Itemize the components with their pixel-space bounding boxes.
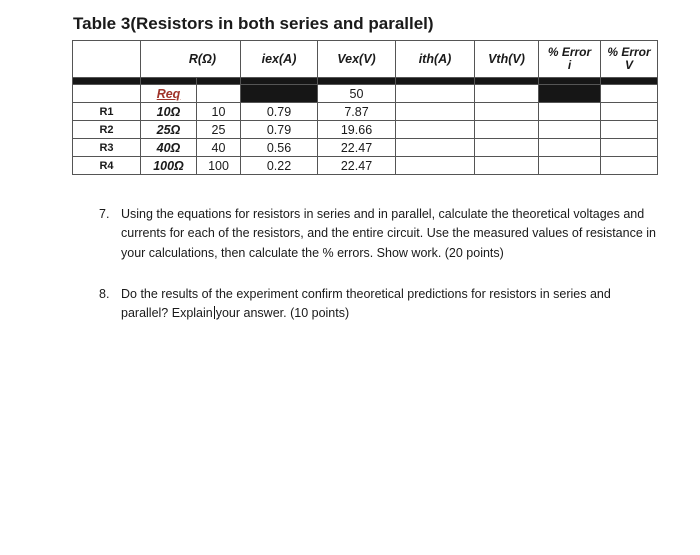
table-row [73, 139, 658, 157]
header-error-v-top: % Error [607, 45, 651, 59]
req-vex: 50 [318, 85, 396, 103]
measured-resistance: 100 [197, 157, 241, 175]
header-vex: Vex(V) [318, 41, 396, 78]
iex-value: 0.56 [241, 139, 318, 157]
nominal-resistance: 10Ω [141, 103, 197, 121]
table-row [73, 157, 658, 175]
header-error-i-top: % Error [547, 45, 592, 59]
header-blank [73, 41, 141, 78]
measured-resistance: 25 [197, 121, 241, 139]
req-error-i-blackout [539, 85, 601, 103]
nominal-resistance: 100Ω [141, 157, 197, 175]
row-label: R1 [73, 103, 141, 121]
req-row-blank [73, 85, 141, 103]
table-header-row [73, 41, 658, 78]
row-label: R2 [73, 121, 141, 139]
req-iex-blackout [241, 85, 318, 103]
nominal-resistance: 40Ω [141, 139, 197, 157]
nominal-resistance: 25Ω [141, 121, 197, 139]
vex-value: 22.47 [318, 139, 396, 157]
measured-resistance: 40 [197, 139, 241, 157]
header-error-i [539, 41, 601, 78]
header-iex: iex(A) [241, 41, 318, 78]
separator-row [73, 78, 658, 85]
question-text-part: your answer. (10 points) [215, 306, 350, 321]
header-vth: Vth(V) [475, 41, 539, 78]
row-label: R3 [73, 139, 141, 157]
vex-value: 22.47 [318, 157, 396, 175]
row-label: R4 [73, 157, 141, 175]
iex-value: 0.79 [241, 121, 318, 139]
req-label: Req [141, 85, 197, 103]
question-text [121, 285, 661, 324]
resistor-table [72, 40, 658, 175]
table-title: Table 3(Resistors in both series and parallel) [73, 14, 434, 33]
header-ith: ith(A) [396, 41, 475, 78]
header-error-v [601, 41, 658, 78]
header-error-v-bottom: V [624, 58, 633, 72]
table-row [73, 121, 658, 139]
question-number: 8. [99, 287, 110, 301]
header-error-i-bottom: i [567, 58, 572, 72]
table-row [73, 103, 658, 121]
req-measured [197, 85, 241, 103]
req-row [73, 85, 658, 103]
measured-resistance: 10 [197, 103, 241, 121]
text-cursor [214, 306, 215, 319]
header-r: R(Ω) [141, 41, 241, 78]
vex-value: 19.66 [318, 121, 396, 139]
iex-value: 0.79 [241, 103, 318, 121]
iex-value: 0.22 [241, 157, 318, 175]
question-number: 7. [99, 207, 110, 221]
question-text-part: Do the results of the experiment confirm theoretical predictions for resistors in series and parallel? Explain [121, 287, 611, 321]
question-text: Using the equations for resistors in series and in parallel, calculate the theoretical voltages and currents for each of the resistors, and the entire circuit. Use the measured values of resistance in your calculations, then calculate the % errors. Show work. (20 points) [121, 207, 656, 260]
vex-value: 7.87 [318, 103, 396, 121]
